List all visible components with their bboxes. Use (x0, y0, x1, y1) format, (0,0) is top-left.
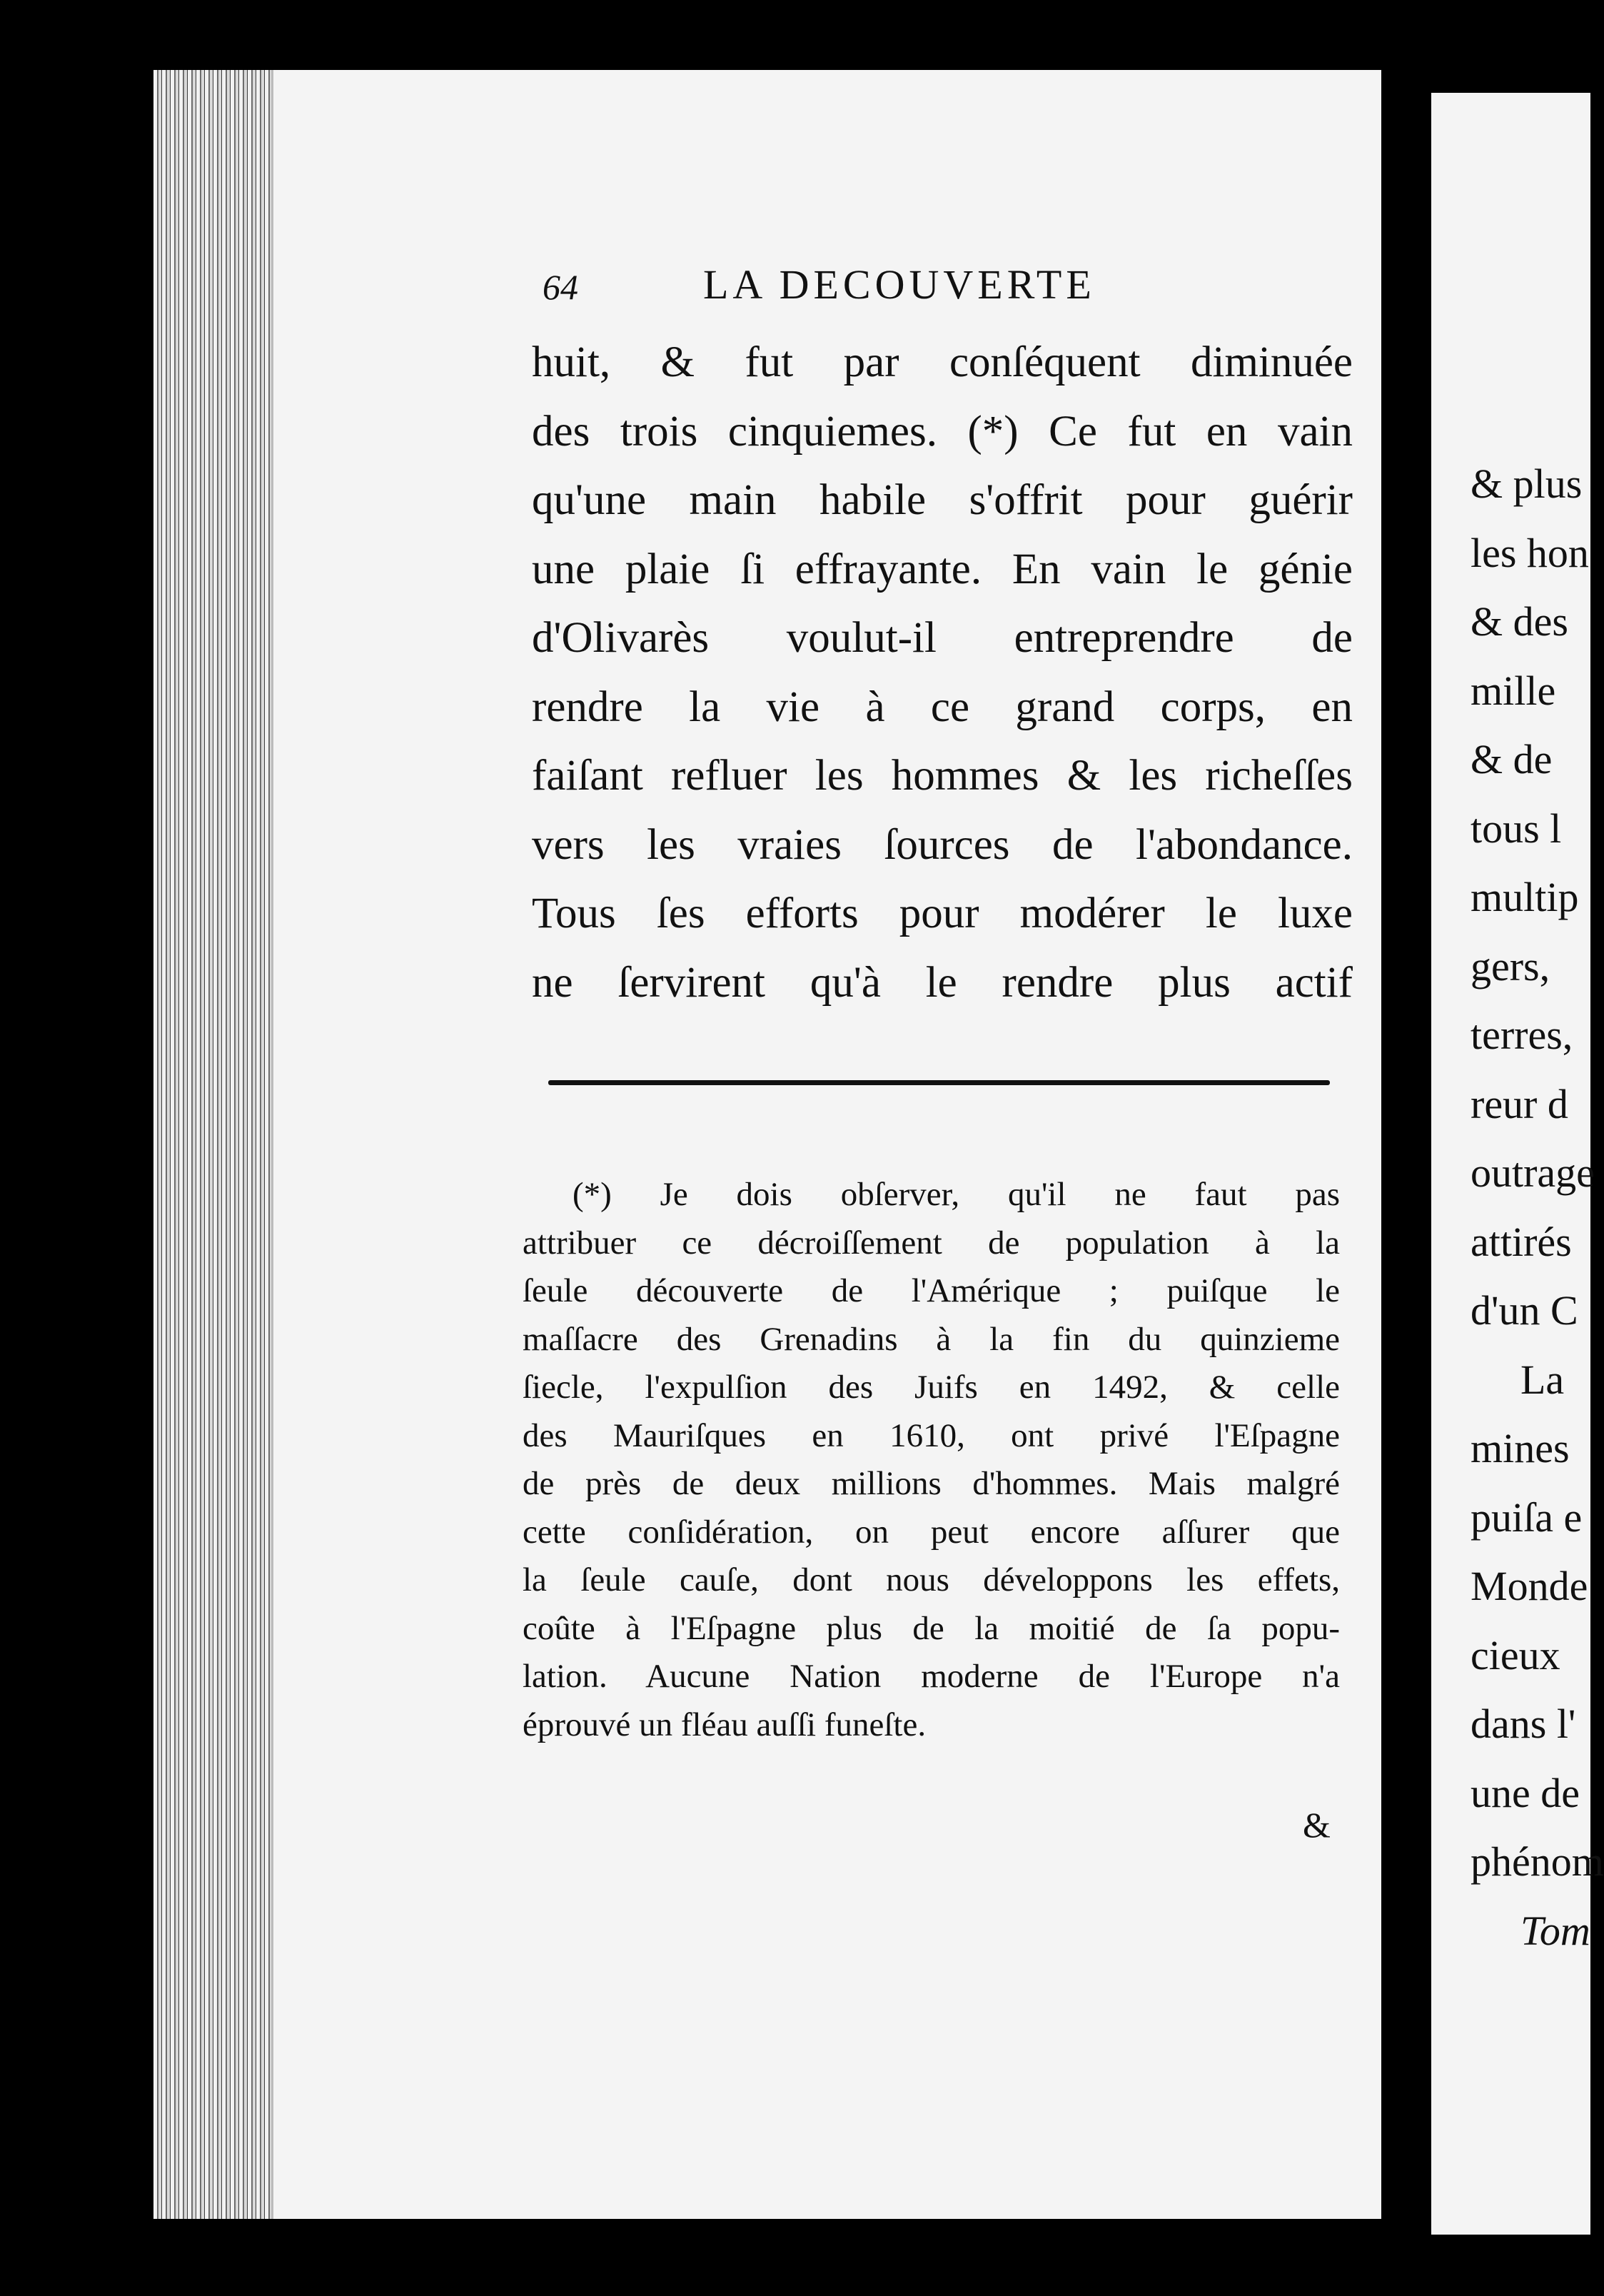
footnote-line: (*) Je dois obſerver, qu'il ne faut pas (573, 1176, 1340, 1213)
body-line: qu'une main habile s'offrit pour guérir (532, 476, 1353, 524)
footnote-separator-rule (548, 1080, 1330, 1085)
body-line: faiſant refluer les hommes & les richeſſes (532, 752, 1353, 800)
right-page-line: phénom (1471, 1838, 1604, 1885)
right-page-line: reur d (1471, 1080, 1568, 1127)
body-line: Tous ſes efforts pour modérer le luxe (532, 890, 1353, 937)
footnote-line: cette conſidération, on peut encore aſſurer que (523, 1513, 1340, 1551)
book-page-edges (153, 70, 282, 2219)
footnote-line: lation. Aucune Nation moderne de l'Europe n'a (523, 1658, 1340, 1695)
right-page-line: cieux (1471, 1631, 1560, 1678)
page-header (543, 261, 1356, 318)
right-page-line: & des (1471, 598, 1568, 645)
right-page-line: dans l' (1471, 1701, 1576, 1747)
right-page-line: & plus (1471, 460, 1583, 507)
right-page-line: une de (1471, 1769, 1580, 1816)
right-page-line: terres, (1471, 1012, 1573, 1058)
body-line: ne ſervirent qu'à le rendre plus actif (532, 958, 1353, 1007)
right-page-signature: Tom (1520, 1907, 1590, 1954)
page-number: 64 (543, 267, 578, 307)
footnote-line: éprouvé un fléau auſſi funeſte. (523, 1706, 927, 1743)
right-page-line: attirés (1471, 1218, 1572, 1265)
footnote-line: de près de deux millions d'hommes. Mais malgré (523, 1465, 1340, 1502)
body-line: des trois cinquiemes. (*) Ce fut en vain (532, 407, 1353, 455)
right-page-line: d'un C (1471, 1287, 1578, 1334)
footnote-line: ſiecle, l'expulſion des Juifs en 1492, & celle (523, 1369, 1340, 1406)
footnote-line: attribuer ce décroiſſement de population à la (523, 1224, 1340, 1262)
right-page-line: & de (1471, 736, 1553, 782)
right-page-line: gers, (1471, 942, 1550, 990)
body-line: une plaie ſi effrayante. En vain le génie (532, 545, 1353, 593)
right-page-line: Monde (1471, 1563, 1588, 1609)
body-line: huit, & fut par conſéquent diminuée (532, 338, 1353, 386)
right-page-line: les hon (1471, 529, 1589, 576)
right-page-fragment (1431, 93, 1604, 2235)
body-line: d'Olivarès voulut-il entreprendre de (532, 614, 1353, 662)
right-page-line: La (1520, 1356, 1565, 1403)
right-page-line: mille (1471, 667, 1556, 714)
body-text (532, 328, 1353, 1017)
footnote-line: maſſacre des Grenadins à la fin du quinzieme (523, 1320, 1340, 1358)
body-line: vers les vraies ſources de l'abondance. (532, 820, 1353, 869)
running-title: LA DECOUVERTE (703, 261, 1096, 308)
footnote-line: des Mauriſques en 1610, ont privé l'Eſpagne (523, 1416, 1340, 1454)
right-page-text (1471, 450, 1604, 1965)
right-page-line: tous l (1471, 805, 1562, 852)
right-page-line: outrage (1471, 1149, 1595, 1196)
right-page-line: multip (1471, 874, 1579, 920)
footnote (523, 1171, 1340, 1749)
footnote-line: la ſeule cauſe, dont nous développons les effets, (523, 1561, 1340, 1598)
footnote-line: ſeule découverte de l'Amérique ; puiſque le (523, 1272, 1340, 1309)
body-line: rendre la vie à ce grand corps, en (532, 683, 1353, 731)
footnote-line: coûte à l'Eſpagne plus de la moitié de ſa popu- (523, 1609, 1340, 1647)
right-page-line: mines (1471, 1425, 1570, 1471)
right-page-line: puiſa e (1471, 1494, 1583, 1541)
catchword: & (1303, 1805, 1331, 1845)
